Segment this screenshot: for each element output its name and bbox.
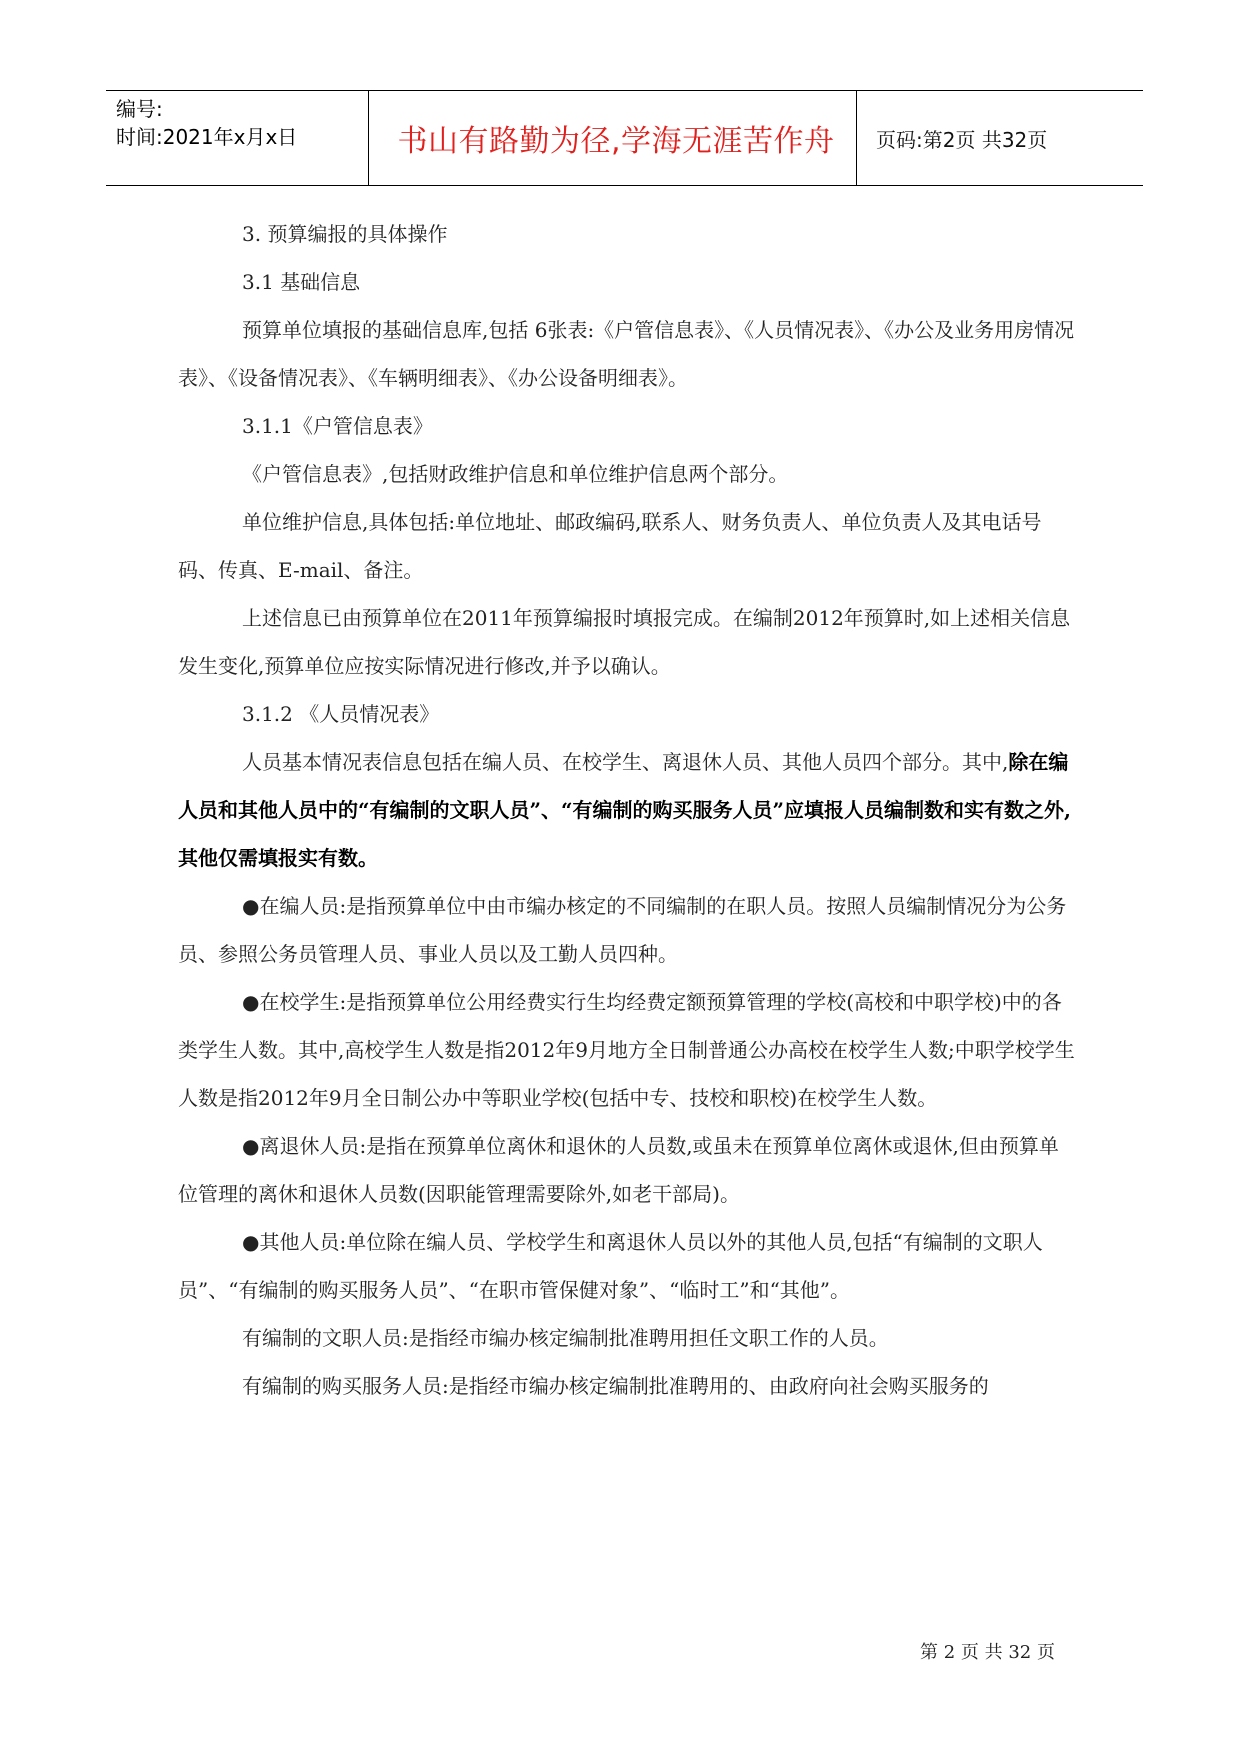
document-header (106, 90, 1143, 186)
paragraph-staff (178, 738, 1078, 882)
header-divider-right (856, 91, 857, 185)
header-divider-left (368, 91, 369, 185)
header-page-cell (876, 91, 1136, 185)
section-3-1-1-title: 3.1.1《户管信息表》 (242, 414, 433, 438)
header-page-label: 页码:第2页 共32页 (876, 127, 1048, 152)
page-footer: 第 2 页 共 32 页 (920, 1642, 1055, 1663)
paragraph-staff-normal: 人员基本情况表信息包括在编人员、在校学生、离退休人员、其他人员四个部分。其中, (242, 750, 1009, 774)
document-body (178, 210, 1078, 1410)
header-motto-cell (371, 91, 861, 185)
bullet-retired: ●离退休人员:是指在预算单位离休和退休的人员数,或虽未在预算单位离休或退休,但由预算单位管理的离休和退休人员数(因职能管理需要除外,如老干部局)。 (178, 1134, 1059, 1206)
header-motto: 书山有路勤为径,学海无涯苦作舟 (397, 124, 835, 159)
paragraph-service: 有编制的购买服务人员:是指经市编办核定编制批准聘用的、由政府向社会购买服务的 (242, 1374, 989, 1398)
paragraph-hugu: 《户管信息表》,包括财政维护信息和单位维护信息两个部分。 (242, 462, 789, 486)
bullet-staff: ●在编人员:是指预算单位中由市编办核定的不同编制的在职人员。按照人员编制情况分为公务员、参照公务员管理人员、事业人员以及工勤人员四种。 (178, 894, 1067, 966)
header-meta (116, 91, 366, 185)
bullet-other: ●其他人员:单位除在编人员、学校学生和离退休人员以外的其他人员,包括“有编制的文职人员”、“有编制的购买服务人员”、“在职市管保健对象”、“临时工”和“其他”。 (178, 1230, 1043, 1302)
section-3-1-title: 3.1 基础信息 (242, 270, 361, 294)
paragraph-update: 上述信息已由预算单位在2011年预算编报时填报完成。在编制2012年预算时,如上述相关信息发生变化,预算单位应按实际情况进行修改,并予以确认。 (178, 606, 1071, 678)
paragraph-intro: 预算单位填报的基础信息库,包括 6张表:《户管信息表》、《人员情况表》、《办公及业务用房情况表》、《设备情况表》、《车辆明细表》、《办公设备明细表》。 (178, 318, 1075, 390)
paragraph-staff-bold: 除在编人员和其他人员中的“有编制的文职人员”、“有编制的购买服务人员”应填报人员编制数和实有数之外,其他仅需填报实有数。 (178, 750, 1071, 870)
document-time-label: 时间:2021年x月x日 (116, 125, 298, 149)
paragraph-civil: 有编制的文职人员:是指经市编办核定编制批准聘用担任文职工作的人员。 (242, 1326, 889, 1350)
paragraph-unit-info: 单位维护信息,具体包括:单位地址、邮政编码,联系人、财务负责人、单位负责人及其电话号码、传真、E-mail、备注。 (178, 510, 1042, 582)
section-3-1-2-title: 3.1.2 《人员情况表》 (242, 702, 440, 726)
bullet-students: ●在校学生:是指预算单位公用经费实行生均经费定额预算管理的学校(高校和中职学校)中的各类学生人数。其中,高校学生人数是指2012年9月地方全日制普通公办高校在校学生人数;中职学校学生人数是指2012年9月全日制公办中等职业学校(包括中专、技校和职校)在校学生人数。 (178, 990, 1075, 1110)
section-3-title: 3. 预算编报的具体操作 (242, 222, 448, 246)
document-number-label: 编号: (116, 97, 163, 121)
